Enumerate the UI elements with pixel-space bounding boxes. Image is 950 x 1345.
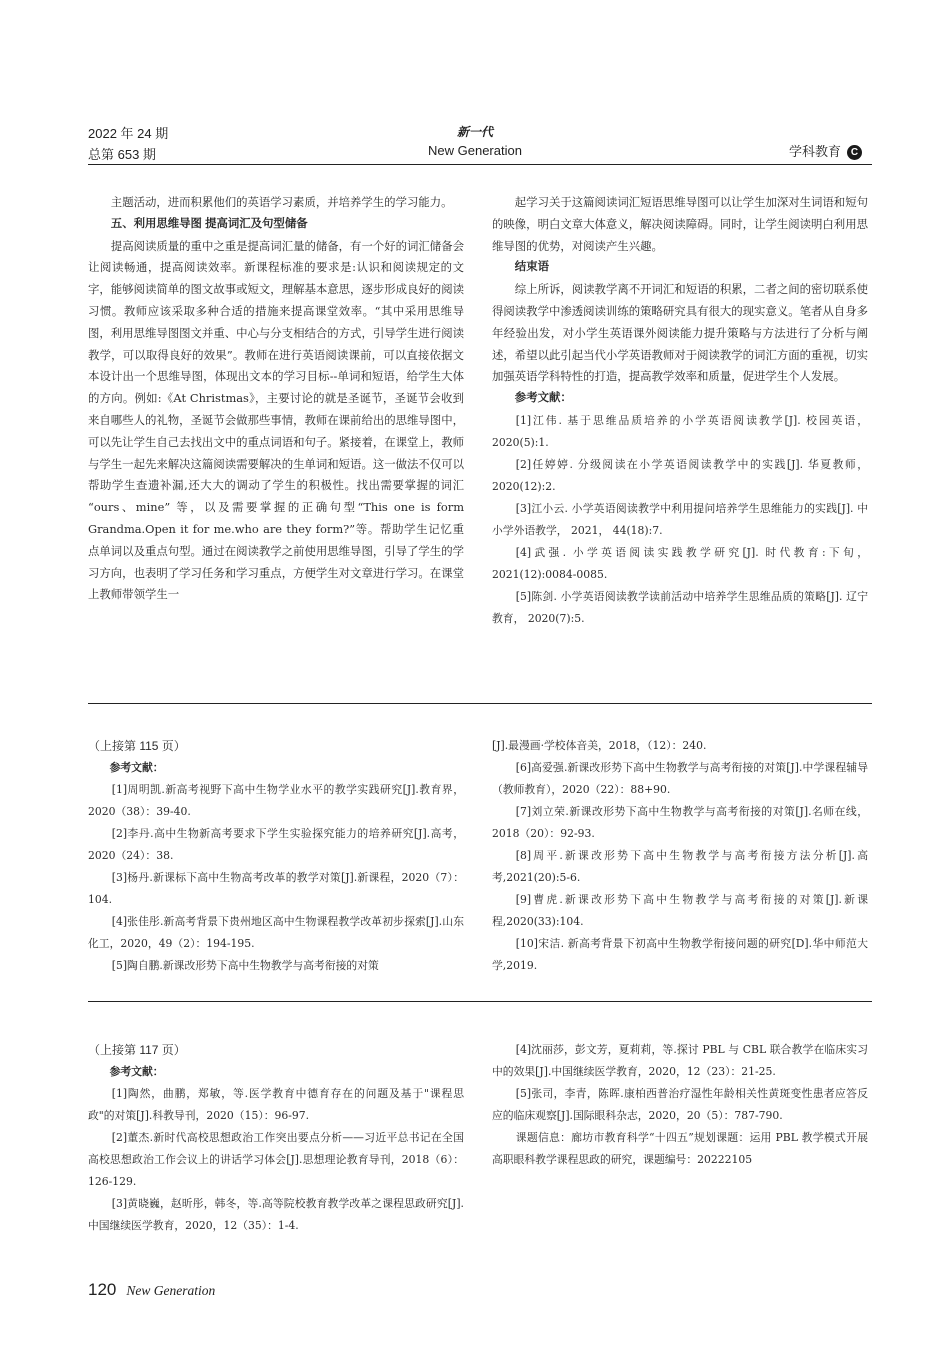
continued-from-label: （上接第 115 页） <box>88 739 186 753</box>
reference-entry: [8]周平.新课改形势下高中生物教学与高考衔接方法分析[J].高考,2021(20):5-6. <box>492 849 868 884</box>
reference-entry: [3]杨丹.新课标下高中生物高考改革的教学对策[J].新课程，2020（7）：104. <box>88 871 464 906</box>
reference-entry: [5]张司，李青，陈晖.康柏西普治疗湿性年龄相关性黄斑变性患者应答反应的临床观察[J].国际眼科杂志，2020，20（5）：787-790. <box>492 1087 868 1122</box>
continuation-2-right <box>492 1039 868 1171</box>
year-issue: 2022 年 24 期 <box>88 126 169 141</box>
page-footer <box>88 1280 215 1300</box>
reference-entry: [9]曹虎.新课改形势下高中生物教学与高考衔接的对策[J].新课程,2020(33):104. <box>492 893 868 928</box>
reference-entry: [4]武强. 小学英语阅读实践教学研究[J]. 时代教育:下旬，2021(12):0084-0085. <box>492 545 868 581</box>
reference-entry: [2]任婷婷. 分级阅读在小学英语阅读教学中的实践[J]. 华夏教师， 2020(12):2. <box>492 457 868 493</box>
reference-entry: [5]陶自鹏.新课改形势下高中生物教学与高考衔接的对策 <box>111 959 379 972</box>
reference-entry: [4]张佳彤.新高考背景下贵州地区高中生物课程教学改革初步探索[J].山东化工，2020，49（2）：194-195. <box>88 915 464 950</box>
total-issue: 总第 653 期 <box>88 147 156 162</box>
section-heading: 参考文献： <box>109 762 164 774</box>
body-paragraph: 主题活动，进而积累他们的英语学习素质，并培养学生的学习能力。 <box>110 195 453 209</box>
reference-entry: [1]陶然，曲鹏，郑敏，等.医学教育中德育存在的问题及基于"课程思政"的对策[J].科教导刊，2020（15）：96-97. <box>88 1087 464 1122</box>
body-paragraph: 提高阅读质量的重中之重是提高词汇量的储备，有一个好的词汇储备会让阅读畅通，提高阅读效率。新课程标准的要求是:认识和阅读规定的文字，能够阅读简单的图文故事或短文，理解基本意思，逐步形成良好的阅读习惯。教师应该采取多种合适的措施来提高课堂效率。“其中采用思维导图，利用思维导图图文并重、中心与分支相结合的方式，引导学生进行阅读教学，可以取得良好的效果”。教师在进行英语阅读课前，可以直接依据文本设计出一个思维导图，体现出文本的学习目标--单词和短语，给学生大体的方向。例如:《At Christmas》，主要讨论的就是圣诞节，圣诞节会收到来自哪些人的礼物，圣诞节会做那些事情，教师在课前给出的思维导图中，可以先让学生自己去找出文中的重点词语和句子。紧接着，在课堂上，教师与学生一起先来解决这篇阅读需要解决的生单词和短语。这一做法不仅可以帮助学生查遗补漏,还大大的调动了学生的积极性。找出需要掌握的词汇 “ours、mine” 等，以及需要掌握的正确句型“This one is form Grandma.Open it for me.who are they form?”等。帮助学生记忆重点单词以及重点句型。通过在阅读教学之前使用思维导图，引导了学生的学习方向，也表明了学习任务和学习重点，方便学生对文章进行学习。在课堂上教师带领学生一 <box>88 238 464 602</box>
reference-entry: [2]董杰.新时代高校思想政治工作突出要点分析——习近平总书记在全国高校思想政治工作会议上的讲话学习体会[J].思想理论教育导刊，2018（6）：126-129. <box>88 1131 464 1188</box>
reference-entry: [3]江小云. 小学英语阅读教学中利用提问培养学生思维能力的实践[J]. 中小学外语教学， 2021， 44(18):7. <box>492 501 868 537</box>
reference-entry: [2]李丹.高中生物新高考要求下学生实验探究能力的培养研究[J].高考，2020（24）：38. <box>88 827 464 862</box>
section-divider <box>88 1001 872 1002</box>
continuation-2-left <box>88 1039 464 1237</box>
reference-entry: [4]沈丽莎，彭文芳，夏莉莉，等.探讨 PBL 与 CBL 联合教学在临床实习中的效果[J].中国继续医学教育，2020，12（23）：21-25. <box>492 1043 868 1078</box>
reference-entry: [10]宋洁. 新高考背景下初高中生物教学衔接问题的研究[D].华中师范大学,2019. <box>492 937 868 972</box>
section-c-icon: C <box>847 145 862 160</box>
body-paragraph: 综上所诉，阅读教学离不开词汇和短语的积累，二者之间的密切联系使得阅读教学中渗透阅读训练的策略研究具有很大的现实意义。笔者从自身多年经验出发，对小学生英语课外阅读能力提升策略与方法进行了分析与阐述，希望以此引起当代小学英语教师对于阅读教学的词汇方面的重视，切实加强英语学科特性的打造，提高教学效率和质量，促进学生个人发展。 <box>492 282 868 384</box>
journal-name-en: New Generation <box>428 143 522 158</box>
reference-entry: [5]陈剑. 小学英语阅读教学读前活动中培养学生思维品质的策略[J]. 辽宁教育， 2020(7):5. <box>492 589 868 625</box>
reference-entry: [1]江伟. 基于思维品质培养的小学英语阅读教学[J]. 校园英语， 2020(5):1. <box>492 413 868 449</box>
reference-entry: [3]黄晓巍，赵昕彤，韩冬，等.高等院校教育教学改革之课程思政研究[J].中国继续医学教育，2020，12（35）：1-4. <box>88 1197 464 1232</box>
article-right-column <box>492 192 868 630</box>
reference-entry: [6]高爱强.新课改形势下高中生物教学与高考衔接的对策[J].中学课程辅导（教师教育），2020（22）：88+90. <box>492 761 868 796</box>
reference-entry: 课题信息：廊坊市教育科学“十四五”规划课题：运用 PBL 教学模式开展高职眼科教学课程思政的研究，课题编号：20222105 <box>492 1131 868 1166</box>
journal-name-cn: 新一代 <box>456 125 493 139</box>
section-title: 学科教育 <box>788 144 841 159</box>
section-label <box>789 142 862 162</box>
reference-entry: [7]刘立荣.新课改形势下高中生物教学与高考衔接的对策[J].名师在线，2018（20）：92-93. <box>492 805 868 840</box>
section-divider <box>88 703 872 704</box>
continuation-1-right <box>492 735 868 977</box>
section-heading: 五、利用思维导图 提高词汇及句型储备 <box>110 217 308 230</box>
reference-continuation: [J].最漫画·学校体音美，2018，（12）：240. <box>492 739 707 752</box>
reference-entry: [1]周明凯.新高考视野下高中生物学业水平的教学实践研究[J].教育界，2020（38）：39-40. <box>88 783 464 818</box>
body-paragraph: 起学习关于这篇阅读词汇短语思维导图可以让学生加深对生词语和短句的映像，明白文章大体意义，解决阅读障碍。同时，让学生阅读明白利用思维导图的优势，对阅读产生兴趣。 <box>492 195 868 253</box>
section-heading: 参考文献： <box>514 392 572 405</box>
article-left-column <box>88 192 464 606</box>
header-rule <box>88 164 872 165</box>
footer-journal-name: New Generation <box>126 1283 216 1298</box>
continuation-1-left <box>88 735 464 977</box>
section-heading: 结束语 <box>514 261 549 274</box>
continued-from-label: （上接第 117 页） <box>88 1043 186 1057</box>
page-number: 120 <box>88 1280 117 1299</box>
section-heading: 参考文献： <box>109 1066 164 1078</box>
